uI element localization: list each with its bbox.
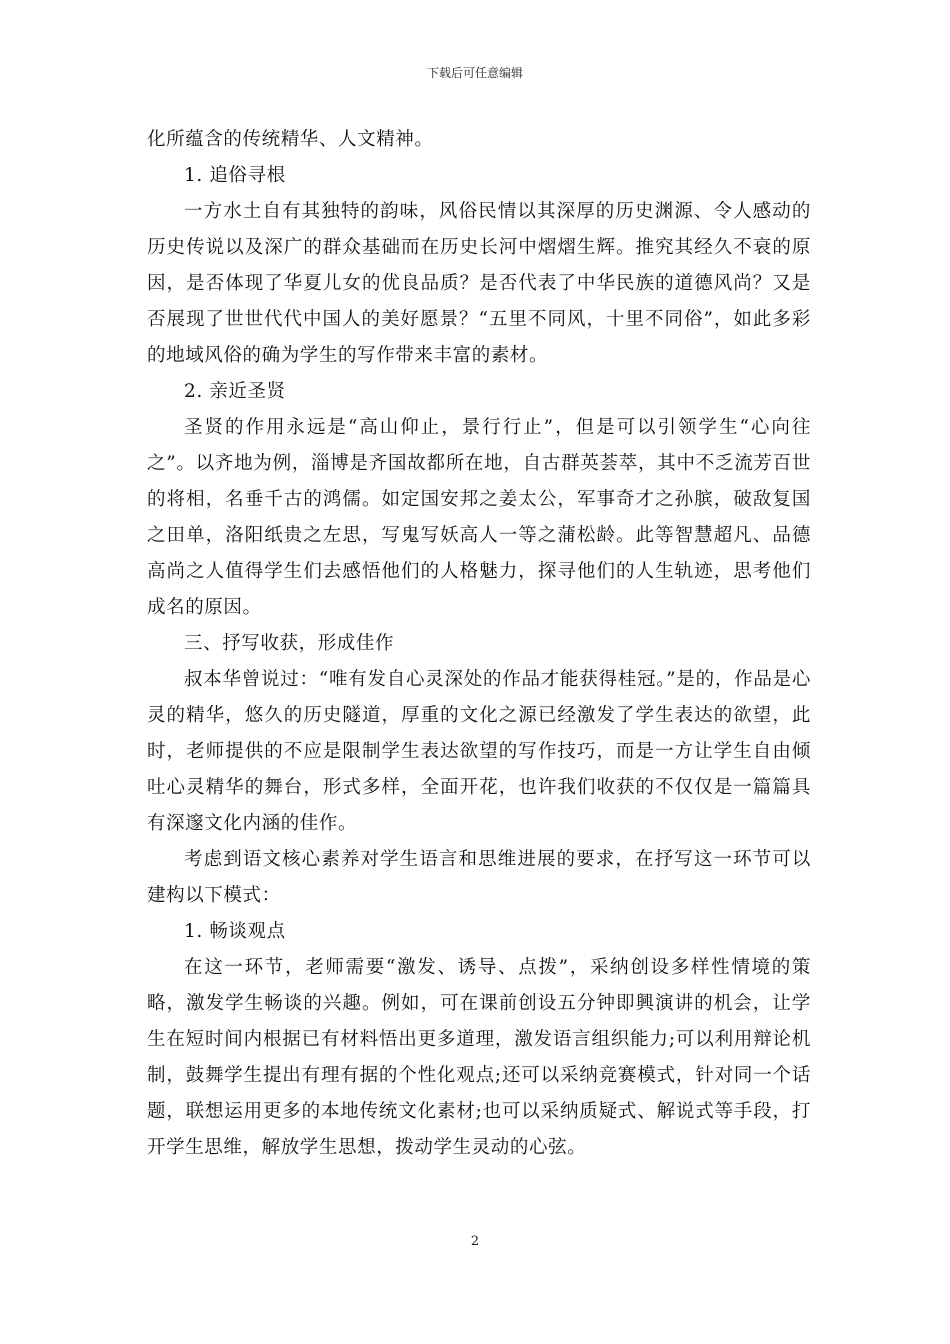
paragraph: 圣贤的作用永远是“高山仰止，景行行止”，但是可以引领学生“心向往之”。以齐地为例，淄博是齐国故都所在地，自古群英荟萃，其中不乏流芳百世的将相，名垂千古的鸿儒。如定国安邦之姜太公，军事奇才之孙膑，破敌复国之田单，洛阳纸贵之左思，写鬼写妖高人一等之蒲松龄。此等智慧超凡、品德高尚之人值得学生们去感悟他们的人格魅力，探寻他们的人生轨迹，思考他们成名的原因。 — [147, 417, 811, 618]
paragraph-continuation: 化所蕴含的传统精华、人文精神。 — [147, 129, 434, 150]
paragraph: 在这一环节，老师需要“激发、诱导、点拨”，采纳创设多样性情境的策略，激发学生畅谈的兴趣。例如，可在课前创设五分钟即興演讲的机会，让学生在短时间内根据已有材料悟出更多道理，激发语言组织能力;可以利用辩论机制，鼓舞学生提出有理有据的个性化观点;还可以采纳竞赛模式，针对同一个话题，联想运用更多的本地传统文化素材;也可以采纳质疑式、解说式等手段，打开学生思维，解放学生思想，拨动学生灵动的心弦。 — [147, 957, 811, 1158]
paragraph: 叔本华曾说过：“唯有发自心灵深处的作品才能获得桂冠。”是的，作品是心灵的精华，悠久的历史隧道，厚重的文化之源已经激发了学生表达的欲望，此时，老师提供的不应是限制学生表达欲望的写作技巧，而是一方让学生自由倾吐心灵精华的舞台，形式多样，全面开花，也许我们收获的不仅仅是一篇篇具有深邃文化内涵的佳作。 — [147, 669, 811, 834]
paragraph: 一方水土自有其独特的韵味，风俗民情以其深厚的历史渊源、令人感动的历史传说以及深广的群众基础而在历史长河中熠熠生辉。推究其经久不衰的原因，是否体现了华夏儿女的优良品质？是否代表了中华民族的道德风尚？又是否展现了世世代代中国人的美好愿景？“五里不同风，十里不同俗”，如此多彩的地域风俗的确为学生的写作带来丰富的素材。 — [147, 201, 811, 366]
subheading-2: 2. 亲近圣贤 — [184, 381, 286, 402]
document-body — [147, 122, 811, 1166]
subheading-3: 1. 畅谈观点 — [184, 921, 286, 942]
subheading-1: 1. 追俗寻根 — [184, 165, 286, 186]
section-heading: 三、抒写收获，形成佳作 — [184, 633, 395, 654]
page-number: 2 — [470, 1234, 480, 1249]
page-header: 下载后可任意编辑 — [426, 66, 523, 80]
paragraph: 考虑到语文核心素养对学生语言和思维进展的要求，在抒写这一环节可以建构以下模式： — [147, 849, 811, 906]
